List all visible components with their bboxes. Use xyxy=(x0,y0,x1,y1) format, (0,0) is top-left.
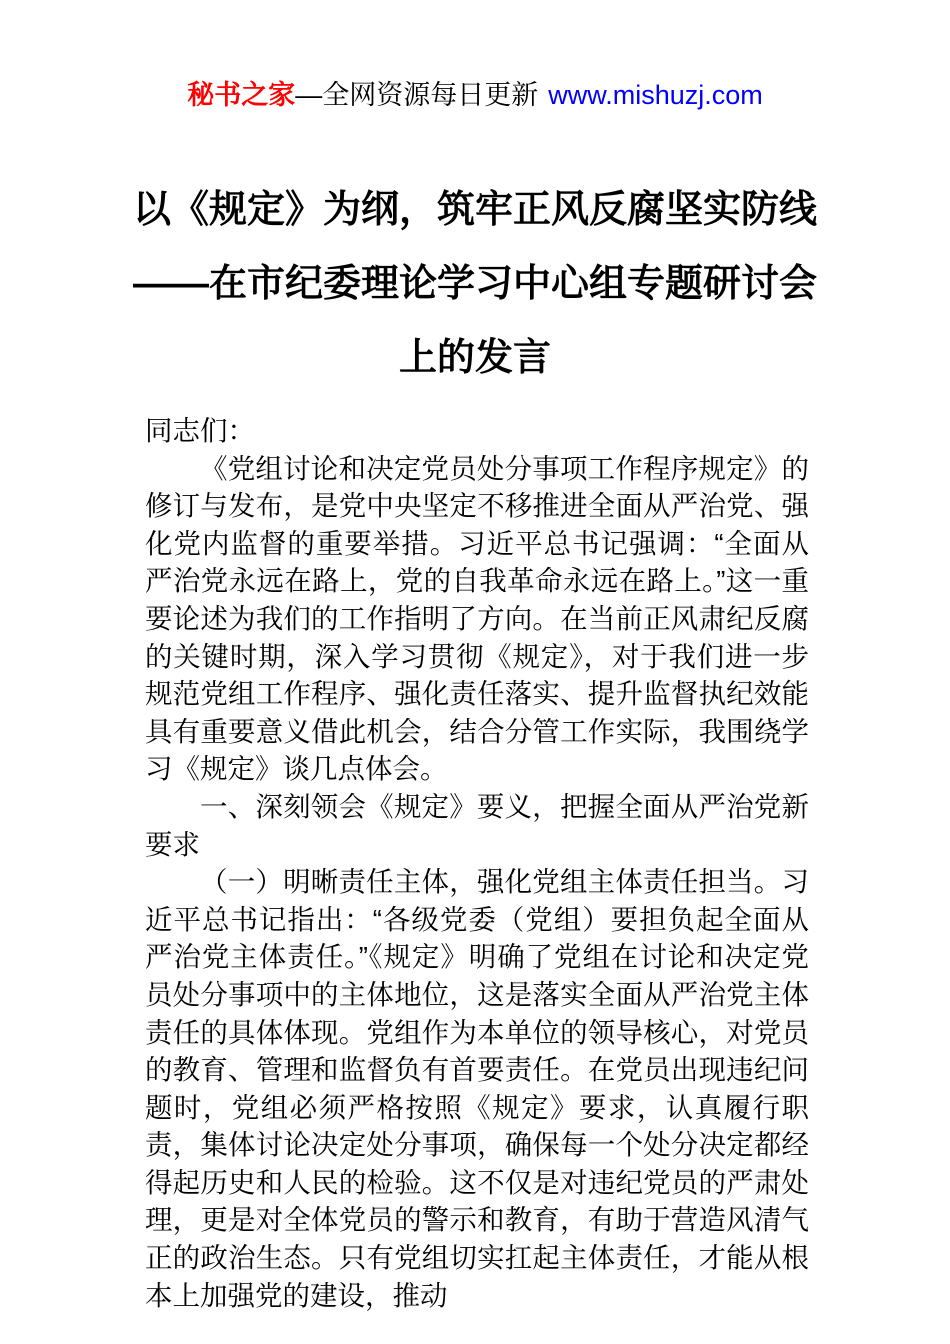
site-header xyxy=(0,0,950,112)
section-one-heading-paragraph: 一、深刻领会《规定》要义，把握全面从严治党新要求 xyxy=(145,790,809,860)
document-title-line1: 以《规定》为纲，筑牢正风反腐坚实防线 xyxy=(132,189,817,231)
document-body xyxy=(145,412,809,1314)
document-title-line3: 上的发言 xyxy=(398,337,551,379)
site-name: 秘书之家 xyxy=(187,80,296,110)
site-tagline: —全网资源每日更新 xyxy=(295,80,539,110)
salutation-paragraph: 同志们： xyxy=(145,415,255,446)
document-title xyxy=(95,173,855,395)
subsection-one-paragraph: （一）明晰责任主体，强化党组主体责任担当。习近平总书记指出：“各级党委（党组）要担负起全面从严治党主体责任。”《规定》明确了党组在讨论和决定党员处分事项中的主体地位，这是落实全面从严治党主体责任的具体体现。党组作为本单位的领导核心，对党员的教育、管理和监督负有首要责任。在党员出现违纪问题时，党组必须严格按照《规定》要求，认真履行职责，集体讨论决定处分事项，确保每一个处分决定都经得起历史和人民的检验。这不仅是对违纪党员的严肃处理，更是对全体党员的警示和教育，有助于营造风清气正的政治生态。只有党组切实扛起主体责任，才能从根本上加强党的建设，推动 xyxy=(145,866,809,1311)
intro-paragraph: 《党组讨论和决定党员处分事项工作程序规定》的修订与发布，是党中央坚定不移推进全面从严治党、强化党内监督的重要举措。习近平总书记强调：“全面从严治党永远在路上，党的自我革命永远在路上。”这一重要论述为我们的工作指明了方向。在当前正风肃纪反腐的关键时期，深入学习贯彻《规定》，对于我们进一步规范党组工作程序、强化责任落实、提升监督执纪效能具有重要意义借此机会，结合分管工作实际，我围绕学习《规定》谈几点体会。 xyxy=(145,452,809,785)
site-url-link[interactable]: www.mishuzj.com xyxy=(548,80,763,110)
document-title-line2: ——在市纪委理论学习中心组专题研讨会 xyxy=(132,263,817,305)
